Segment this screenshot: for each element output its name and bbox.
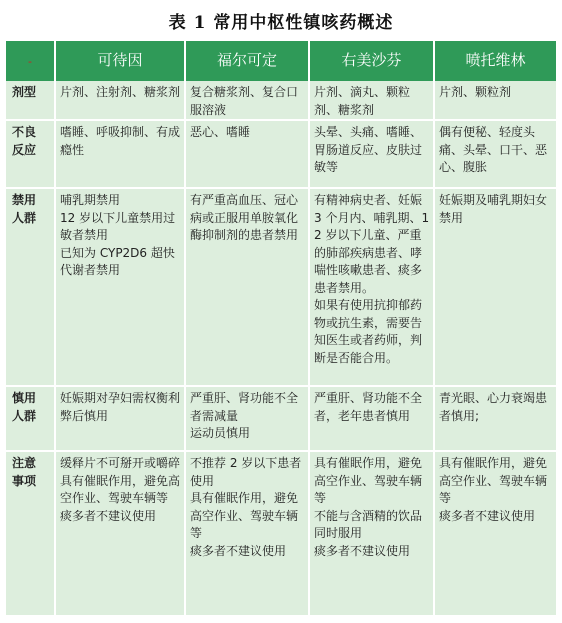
cell-text: 片剂、注射剂、糖浆剂 [60,85,181,99]
cell-text: 具有催眠作用，避免高空作业、驾驶车辆等 [439,456,548,505]
table-cell [186,452,310,617]
cell-text: 复合糖浆剂、复合口服溶液 [190,85,299,117]
table-row-adverse-reactions [6,121,556,189]
cell-text: 具有催眠作用，避免高空作业、驾驶车辆等 [190,491,299,540]
table-cell [56,189,186,387]
table-row-contraindicated-groups [6,189,556,387]
cell-text: 具有催眠作用，避免高空作业、驾驶车辆等 [314,456,423,505]
cell-text: 痰多者不建议使用 [190,543,287,558]
cell-text: 头晕、头痛、嗜睡、胃肠道反应、皮肤过敏等 [314,125,423,174]
column-header-pentoxyverine: 喷托维林 [435,41,556,81]
cell-text: 具有催眠作用，避免高空作业、驾驶车辆等 [60,473,181,505]
table-cell [56,387,186,452]
row-header-text: 反应 [12,142,37,157]
cell-text: 有严重高血压、冠心病或正服用单胺氧化酶抑制剂的患者禁用 [190,193,299,242]
corner-cell [6,41,56,81]
row-header-contraindicated-groups [6,189,56,387]
table-cell [310,81,435,121]
table-title: 表 1 常用中枢性镇咳药概述 [168,13,394,33]
column-header-codeine: 可待因 [56,41,186,81]
table-cell [435,452,556,617]
cell-text: 痰多者不建议使用 [314,543,411,558]
row-header-caution-groups [6,387,56,452]
cell-text: 妊娠期及哺乳期妇女禁用 [439,193,548,225]
cell-text: 恶心、嗜睡 [190,125,251,139]
table-cell [56,452,186,617]
cell-text: 青光眼、心力衰竭患者慎用; [439,391,548,423]
table-cell [310,387,435,452]
cell-text: 缓释片不可掰开或嚼碎 [60,456,181,470]
cell-text: 12 岁以下儿童禁用过敏者禁用 [60,210,176,242]
table-cell [186,121,310,189]
row-header-text: 不良 [12,125,37,139]
cell-text: 嗜睡、呼吸抑制、有成瘾性 [60,125,181,157]
table-row-precautions [6,452,556,617]
table-cell [186,81,310,121]
cell-text: 严重肝、肾功能不全者需减量 [190,391,299,423]
table-cell [310,121,435,189]
row-header-dosage-form [6,81,56,121]
cell-text: 如果有使用抗抑郁药物或抗生素，需要告知医生或者药师，判断是否能合用。 [314,298,423,365]
corner-marker: - [28,54,32,68]
row-header-text: 注意 [12,456,37,470]
table-cell [435,121,556,189]
row-header-text: 禁用 [12,193,37,207]
row-header-text: 剂型 [12,85,37,99]
table-cell [56,81,186,121]
cell-text: 片剂、滴丸、颗粒剂、糖浆剂 [314,85,411,117]
row-header-text: 人群 [12,210,37,225]
table-cell [310,452,435,617]
drug-comparison-table [6,41,556,617]
row-header-adverse-reactions [6,121,56,189]
table-cell [435,189,556,387]
cell-text: 痰多者不建议使用 [60,508,157,523]
table-row-dosage-form [6,81,556,121]
row-header-precautions [6,452,56,617]
cell-text: 已知为 CYP2D6 超快代谢者禁用 [60,245,175,277]
cell-text: 不能与含酒精的饮品同时服用 [314,508,423,540]
cell-text: 哺乳期禁用 [60,193,121,207]
cell-text: 痰多者不建议使用 [439,508,536,523]
row-header-text: 事项 [12,473,37,488]
cell-text: 严重肝、肾功能不全者，老年患者慎用 [314,391,423,423]
column-header-pholcodine: 福尔可定 [186,41,310,81]
cell-text: 运动员慎用 [190,426,251,440]
table-cell [186,387,310,452]
cell-text: 不推荐 2 岁以下患者使用 [190,456,302,488]
cell-text: 妊娠期对孕妇需权衡利弊后慎用 [60,391,181,423]
row-header-text: 人群 [12,408,37,423]
table-cell [56,121,186,189]
table-cell [186,189,310,387]
table-cell [435,387,556,452]
row-header-text: 慎用 [12,391,37,405]
cell-text: 有精神病史者、妊娠 3 个月内、哺乳期、12 岁以下儿童、严重的肺部疾病患者、哮喘性咳嗽患者、痰多患者禁用。 [314,193,430,295]
cell-text: 偶有便秘、轻度头痛、头晕、口干、恶心、腹胀 [439,125,548,174]
table-cell [310,189,435,387]
table-row-caution-groups [6,387,556,452]
table-cell [435,81,556,121]
column-header-dextromethorphan: 右美沙芬 [310,41,435,81]
header-row [6,41,556,81]
cell-text: 片剂、颗粒剂 [439,85,512,99]
